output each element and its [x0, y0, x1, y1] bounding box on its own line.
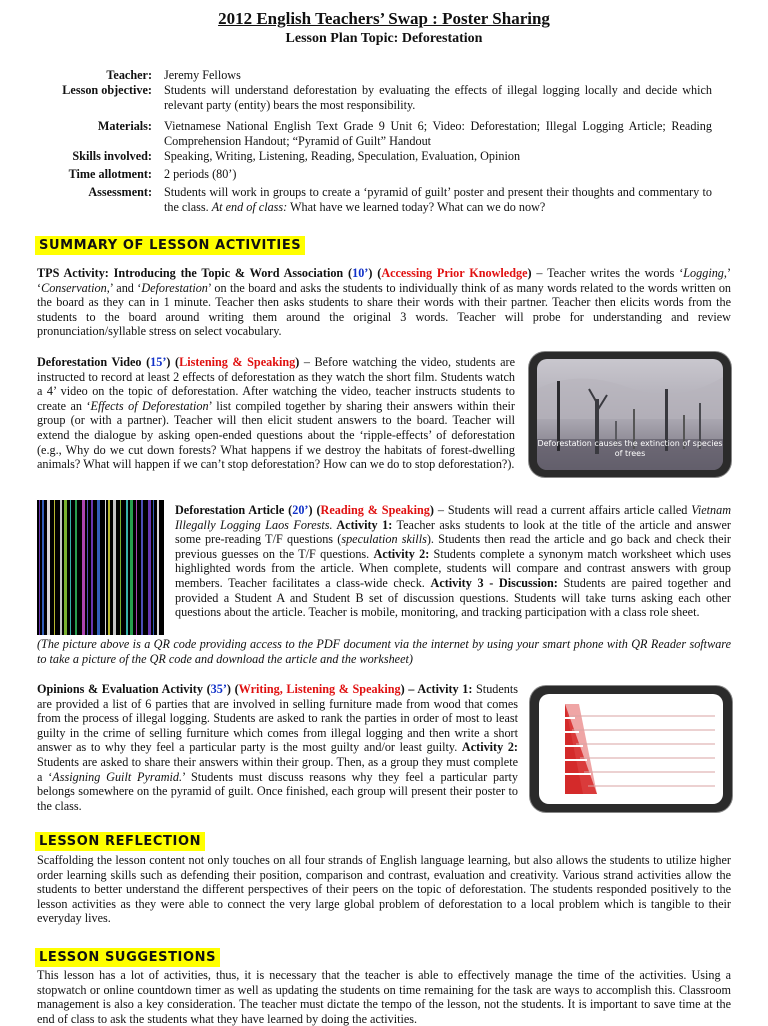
info-value: 2 periods (80’) — [164, 167, 237, 181]
reflection-heading-text: LESSON REFLECTION — [35, 832, 205, 851]
article-paragraph: Deforestation Article (20’) (Reading & Speaking) – Students will read a current affairs article called Vietnam Illegally Logging Laos Forests. Activity 1: Teacher asks students to look at the title of the article and answer some pre-reading T/F questions (speculation skills). Students then read the article and go back and check their previous guesses on the T/F questions. Activity 2: Students complete a synonym match worksheet which uses highlighted words from the article. When complete, students will compare and contrast answers with group members. Teacher facilitates a class-wide check. Activity 3 - Discussion: Students are paired together and provided a Student A and Student B set of discussion questions. Students will take turns asking each other questions about the article. Teacher is mobile, monitoring, and tracking participation with a class role sheet. — [175, 503, 732, 620]
summary-heading-text: SUMMARY OF LESSON ACTIVITIES — [35, 236, 305, 255]
qr-code-image — [37, 500, 164, 635]
info-row-skills — [30, 149, 720, 164]
tps-title: TPS Activity: Introducing the Topic & Word Association — [37, 266, 344, 280]
video-image-caption: Deforestation causes the extinction of species of trees — [537, 439, 723, 458]
assessment-tail: What have we learned today? What can we do now? — [287, 200, 546, 214]
video-time: 15’ — [150, 355, 167, 369]
video-skill: Listening & Speaking — [179, 355, 296, 369]
info-label: Lesson objective: — [62, 83, 152, 97]
info-value: Speaking, Writing, Listening, Reading, Speculation, Evaluation, Opinion — [164, 149, 521, 163]
info-row-materials — [30, 119, 720, 149]
info-label: Time allotment: — [68, 167, 152, 181]
info-row-time — [30, 167, 720, 182]
guilt-pyramid-graphic — [539, 694, 723, 804]
qr-code-stripes — [37, 500, 164, 635]
article-title: Deforestation Article — [175, 503, 285, 517]
opinions-paragraph: Opinions & Evaluation Activity (35’) (Writing, Listening & Speaking) – Activity 1: Students are provided a list of 6 parties that are involved in selling furniture made from wood that comes from the process of illegal logging. Students are asked to rank the parties in order of most to least guilty in the crime of selling furniture which comes from illegal logging and then write a short answer as to why they feel a particular party is the most guilty and/or least guilty. Activity 2: Students are asked to share their answers within their group. Then, as a group they must complete a ‘Assigning Guilt Pyramid.’ Students must discuss reasons why they feel a particular party belongs somewhere on the pyramid of guilt. Once finished, each group will present their poster to the class. — [37, 682, 519, 813]
document-subtitle: Lesson Plan Topic: Deforestation — [285, 31, 483, 46]
info-value: Jeremy Fellows — [164, 68, 241, 82]
tps-paragraph: TPS Activity: Introducing the Topic & Word Association (10’) (Accessing Prior Knowledge) – Teacher writes the words ‘Logging,’ ‘Conservation,’ and ‘Deforestation’ on the board and asks the students to individually think of as many words related to the words written on the board as they can in 1 minute. Teacher then asks students to share their words with their partner. Teacher then elicits words from the students to the board around writing them around the original 3 words. Teacher will probe for understanding and review pronunciation/syllable stress on select vocabulary. — [37, 266, 732, 339]
info-label: Materials: — [97, 119, 152, 133]
info-row-objective — [30, 83, 720, 113]
video-title: Deforestation Video — [37, 355, 142, 369]
article-skill: Reading & Speaking — [320, 503, 430, 517]
article-name: Vietnam Illegally Logging Laos Forests. — [175, 503, 732, 532]
suggestions-heading — [35, 948, 220, 966]
info-value — [164, 185, 712, 215]
document-title: 2012 English Teachers’ Swap : Poster Sharing — [218, 9, 550, 28]
info-value: Students will understand deforestation by evaluating the effects of illegal logging locally and decide which relevant party (entity) bears the most responsibility. — [164, 83, 712, 112]
info-label: Skills involved: — [72, 149, 152, 163]
info-row-teacher — [30, 68, 720, 83]
assessment-tail-italic: At end of class: — [211, 200, 288, 214]
reflection-heading — [35, 832, 205, 850]
reflection-paragraph: Scaffolding the lesson content not only touches on all four strands of English language learning, but also allows the students to utilize higher order learning skills such as defending their position, comparison and contrast, evaluation and creativity. Various strand activities allow the students to better understand the different perspectives of their peers on the topic of deforestation. The students responded positively to the lesson activities as they were able to connect the very large global problem of deforestation to a local problem which is tangible to their everyday lives. — [37, 853, 731, 926]
info-value: Vietnamese National English Text Grade 9 Unit 6; Video: Deforestation; Illegal Logging Article; Reading Comprehension Handout; “Pyramid of Guilt” Handout — [164, 119, 712, 148]
opinions-skill: Writing, Listening & Speaking — [238, 682, 401, 696]
summary-heading — [35, 236, 305, 254]
tps-time: 10’ — [352, 266, 369, 280]
suggestions-paragraph: This lesson has a lot of activities, thus, it is necessary that the teacher is able to effectively manage the time of the activities. Using a stopwatch or online countdown timer as well as updating the students on time remaining for the task are ways to accomplish this. Classroom management is also a key consideration. The teacher must dictate the tempo of the lesson, not the students. It is important to save time at the end of class to ask the students what they have learned by doing the activities. — [37, 968, 731, 1026]
tps-skill: Accessing Prior Knowledge — [381, 266, 528, 280]
opinions-title: Opinions & Evaluation Activity — [37, 682, 203, 696]
forest-video-image — [529, 352, 731, 477]
opinions-time: 35’ — [210, 682, 227, 696]
video-paragraph: Deforestation Video (15’) (Listening & Speaking) – Before watching the video, students are instructed to record at least 2 effects of deforestation as they watch the short film. Students watch a 4’ video on the topic of deforestation. After watching the video, teacher instructs students to create an ‘Effects of Deforestation’ list compiled together by sharing their answers within their group (or with a partner). Teacher will then elicit student answers to the board. Teacher will extend the dialogue by asking open-ended questions about the ‘ripple-effects’ of deforestation (e.g., Why do we cut down forests? What happens if we destroy the habitats of forest-dwelling animals? What will happen if we can’t stop deforestation? How can we do to stop deforestation?). — [37, 355, 515, 472]
info-row-assessment — [30, 185, 720, 215]
assessment-text: Students will work in groups to create a ‘pyramid of guilt’ poster and present their thoughts and commentary to the class. — [164, 185, 712, 214]
info-label: Assessment: — [88, 185, 152, 199]
pyramid-image — [530, 686, 732, 812]
suggestions-heading-text: LESSON SUGGESTIONS — [35, 948, 220, 967]
info-label: Teacher: — [106, 68, 152, 82]
article-time: 20’ — [292, 503, 309, 517]
qr-note: (The picture above is a QR code providing access to the PDF document via the internet by using your smart phone with QR Reader software to take a picture of the QR code and download the article and the worksheet) — [37, 637, 731, 666]
